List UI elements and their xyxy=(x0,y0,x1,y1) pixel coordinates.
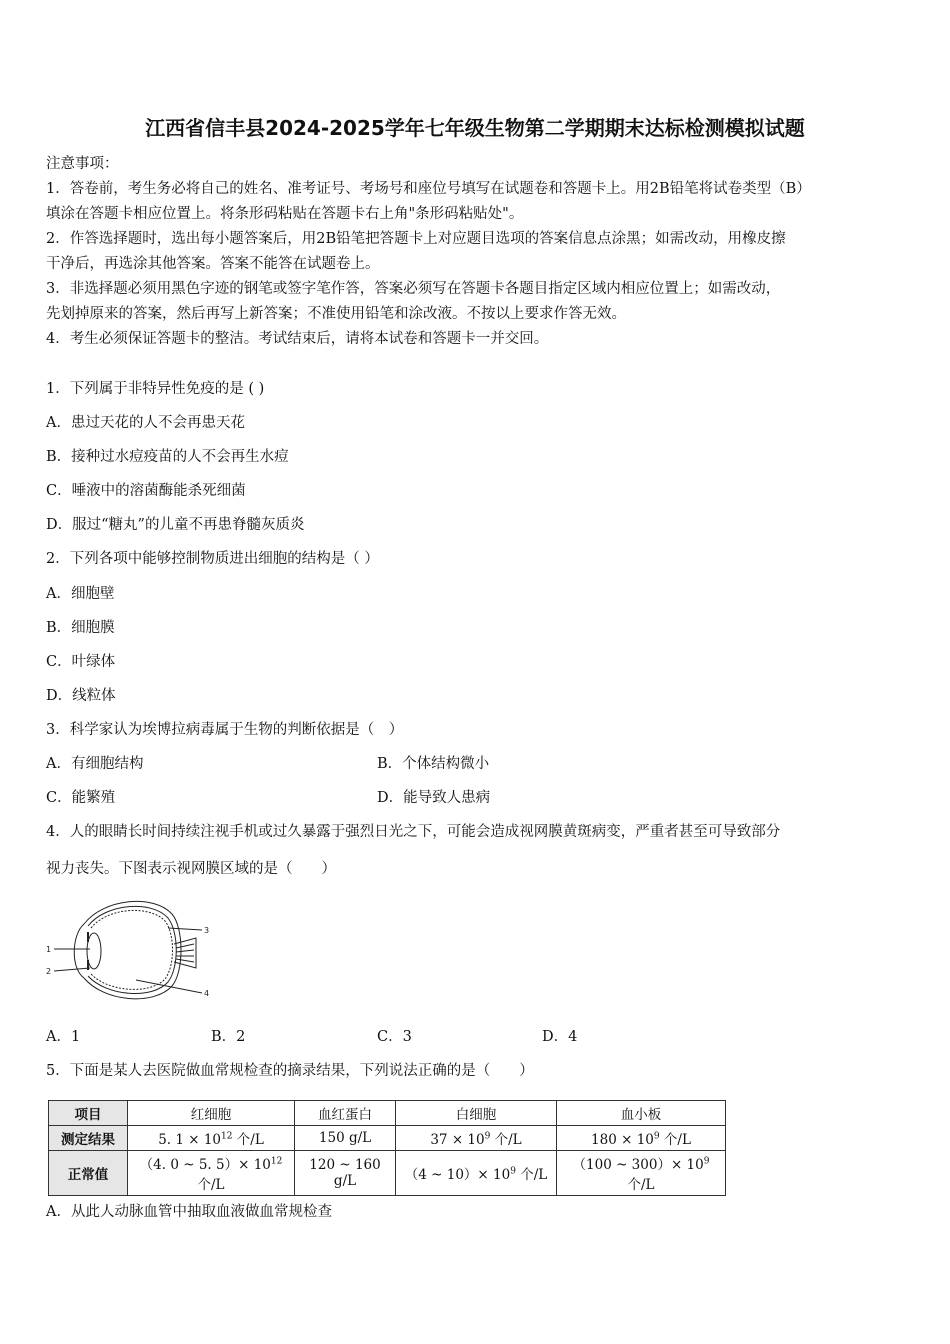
notice-line: 先划掉原来的答案，然后再写上新答案；不准使用铅笔和涂改液。不按以上要求作答无效。 xyxy=(46,306,626,322)
eye-label-2: 2 xyxy=(46,967,52,976)
table-cell: （100 ~ $300)\times 10^9$ 个/L xyxy=(557,1151,726,1196)
table-row xyxy=(49,1126,726,1151)
row-label: 正常值 xyxy=(49,1151,128,1196)
table-cell: （4. 0 ~ 5. $5)\times 10^{12}$ 个/L xyxy=(128,1151,295,1196)
table-cell: $37 \times 10^9$ 个/L xyxy=(396,1126,557,1151)
q1-option-a[interactable]: A．患过天花的人不会再患天花 xyxy=(46,415,245,431)
table-header-cell: 红细胞 xyxy=(128,1101,295,1126)
q2-option-b[interactable]: B．细胞膜 xyxy=(46,620,115,636)
table-cell: 120 ~ 160 g/L xyxy=(295,1151,396,1196)
q4-option-b[interactable]: B．2 xyxy=(211,1029,246,1045)
question-4-stem-line1: 4．人的眼睛长时间持续注视手机或过久暴露于强烈日光之下，可能会造成视网膜黄斑病变，严重者甚至可导致部分 xyxy=(46,824,781,840)
q5-option-a[interactable]: A．从此人动脉血管中抽取血液做血常规检查 xyxy=(46,1204,332,1220)
notice-heading: 注意事项： xyxy=(46,156,119,172)
q1-option-b[interactable]: B．接种过水痘疫苗的人不会再生水痘 xyxy=(46,449,289,465)
notice-line: 2．作答选择题时，选出每小题答案后，用2B铅笔把答题卡上对应题目选项的答案信息点涂黑；如需改动，用橡皮擦 xyxy=(46,231,786,247)
q3-option-d[interactable]: D．能导致人患病 xyxy=(377,790,491,806)
question-5-stem: 5．下面是某人去医院做血常规检查的摘录结果，下列说法正确的是（ ） xyxy=(46,1063,534,1079)
q2-option-a[interactable]: A．细胞壁 xyxy=(46,586,115,602)
q1-option-d[interactable]: D．服过“糖丸”的儿童不再患脊髓灰质炎 xyxy=(46,517,305,533)
question-4-stem-line2: 视力丧失。下图表示视网膜区域的是（ ） xyxy=(46,861,336,877)
eye-label-1: 1 xyxy=(46,945,52,954)
eye-label-3: 3 xyxy=(204,926,210,935)
table-cell: $180 \times 10^9$ 个/L xyxy=(557,1126,726,1151)
table-cell: 150 g/L xyxy=(295,1126,396,1151)
table-header-cell: 项目 xyxy=(49,1101,128,1126)
notice-line: 1．答卷前，考生务必将自己的姓名、准考证号、考场号和座位号填写在试题卷和答题卡上。用2B铅笔将试卷类型（B） xyxy=(46,181,811,197)
notice-line: 填涂在答题卡相应位置上。将条形码粘贴在答题卡右上角"条形码粘贴处"。 xyxy=(46,206,524,222)
q4-option-c[interactable]: C．3 xyxy=(377,1029,412,1045)
blood-test-table xyxy=(48,1100,726,1196)
eye-diagram xyxy=(44,892,224,1012)
question-2-stem: 2．下列各项中能够控制物质进出细胞的结构是（ ） xyxy=(46,551,379,567)
table-cell: （4 ~ $10)\times 10^9$ 个/L xyxy=(396,1151,557,1196)
notice-line: 干净后，再选涂其他答案。答案不能答在试题卷上。 xyxy=(46,256,380,272)
table-header-cell: 血小板 xyxy=(557,1101,726,1126)
page-title: 江西省信丰县2024-2025学年七年级生物第二学期期末达标检测模拟试题 xyxy=(145,116,805,140)
q2-option-d[interactable]: D．线粒体 xyxy=(46,688,116,704)
row-label: 测定结果 xyxy=(49,1126,128,1151)
q3-option-c[interactable]: C．能繁殖 xyxy=(46,790,116,806)
q3-option-a[interactable]: A．有细胞结构 xyxy=(46,756,144,772)
q1-option-c[interactable]: C．唾液中的溶菌酶能杀死细菌 xyxy=(46,483,246,499)
q4-option-d[interactable]: D．4 xyxy=(542,1029,578,1045)
table-header-cell: 血红蛋白 xyxy=(295,1101,396,1126)
table-row xyxy=(49,1151,726,1196)
eye-label-4: 4 xyxy=(204,989,210,998)
q4-option-a[interactable]: A．1 xyxy=(46,1029,81,1045)
q2-option-c[interactable]: C．叶绿体 xyxy=(46,654,116,670)
table-cell: 5. $1 \times 10^{12}$ 个/L xyxy=(128,1126,295,1151)
notice-line: 3．非选择题必须用黑色字迹的钢笔或签字笔作答，答案必须写在答题卡各题目指定区域内相应位置上；如需改动， xyxy=(46,281,781,297)
table-row xyxy=(49,1101,726,1126)
table-header-cell: 白细胞 xyxy=(396,1101,557,1126)
notice-line: 4．考生必须保证答题卡的整洁。考试结束后，请将本试卷和答题卡一并交回。 xyxy=(46,331,549,347)
q3-option-b[interactable]: B．个体结构微小 xyxy=(377,756,490,772)
question-1-stem: 1．下列属于非特异性免疫的是 ( ) xyxy=(46,381,265,397)
question-3-stem: 3．科学家认为埃博拉病毒属于生物的判断依据是（ ） xyxy=(46,722,404,738)
